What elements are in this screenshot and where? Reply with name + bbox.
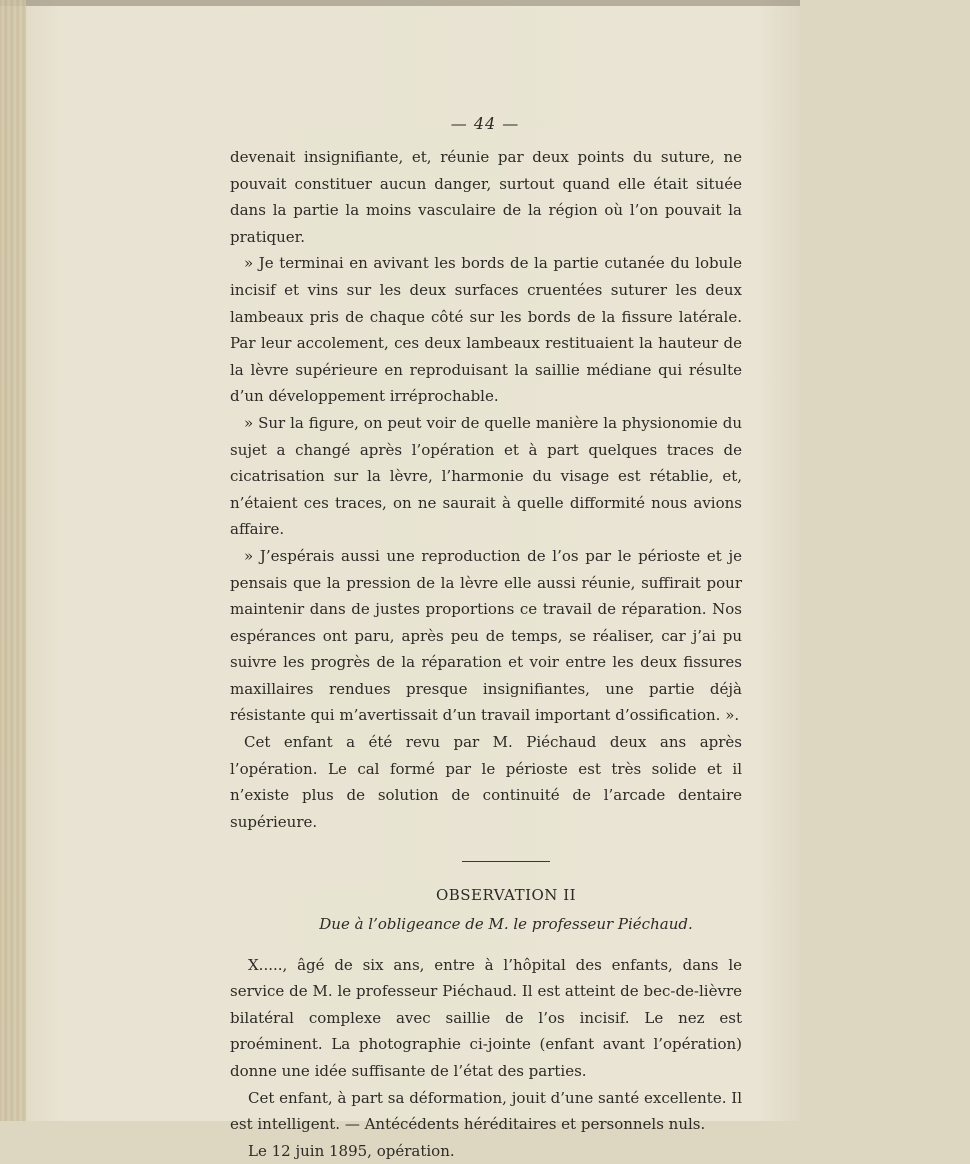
observation-subtitle: Due à l’obligeance de M. le professeur Piéchaud. (319, 915, 693, 934)
page-top-edge (0, 0, 800, 6)
observation-paragraph-1: X....., âgé de six ans, entre à l’hôpital des enfants, dans le service de M. le professeur Piéchaud. Il est atteint de bec-de-lièvre bilatéral complexe avec saillie de l’os incisif. Le nez est proéminent. La photographie ci-jointe (enfant avant l’opération) donne une idée suffisante de l’état des parties. (230, 955, 742, 1080)
observation-title: OBSERVATION II (435, 886, 577, 905)
paragraph-5: Cet enfant a été revu par M. Piéchaud deux ans après l’opération. Le cal formé par le périoste est très solide et il n’existe plus de solution de continuité de l’arcade dentaire supérieure. (230, 733, 742, 831)
paragraph-1: devenait insignifiante, et, réunie par deux points du suture, ne pouvait constituer aucun danger, surtout quand elle était située dans la partie la moins vasculaire de la région où l’on pouvait la pratiquer. (230, 148, 742, 246)
observation-paragraph-2: Cet enfant, à part sa déformation, jouit d’une santé excellente. Il est intelligent. — Antécédents héréditaires et personnels nuls. (230, 1088, 742, 1134)
body-text (230, 144, 742, 1164)
section-divider (462, 861, 550, 862)
paragraph-2: » Je terminai en avivant les bords de la partie cutanée du lobule incisif et vins sur les deux surfaces cruentées suturer les deux lambeaux pris de chaque côté sur les bords de la fissure latérale. Par leur accolement, ces deux lambeaux restituaient la hauteur de la lèvre supérieure en reproduisant la saillie médiane qui résulte d’un développement irréprochable. (230, 254, 742, 406)
page-number: — 44 — (450, 114, 520, 133)
paragraph-3: » Sur la figure, on peut voir de quelle manière la physionomie du sujet a changé après l’opération et à part quelques traces de cicatrisation sur la lèvre, l’harmonie du visage est rétablie, et, n’étaient ces traces, on ne saurait à quelle difformité nous avions affaire. (230, 413, 742, 539)
paragraph-4: » J’espérais aussi une reproduction de l’os par le périoste et je pensais que la pression de la lèvre elle aussi réunie, suffirait pour maintenir dans de justes proportions ce travail de réparation. Nos espérances ont paru, après peu de temps, se réaliser, car j’ai pu suivre les progrès de la réparation et voir entre les deux fissures maxillaires rendues presque insignifiantes, une partie déjà résistante qui m’avertissait d’un travail important d’ossification. ». (230, 546, 742, 725)
page-binding-edge (0, 0, 26, 1121)
observation-paragraph-3: Le 12 juin 1895, opération. (248, 1141, 455, 1160)
